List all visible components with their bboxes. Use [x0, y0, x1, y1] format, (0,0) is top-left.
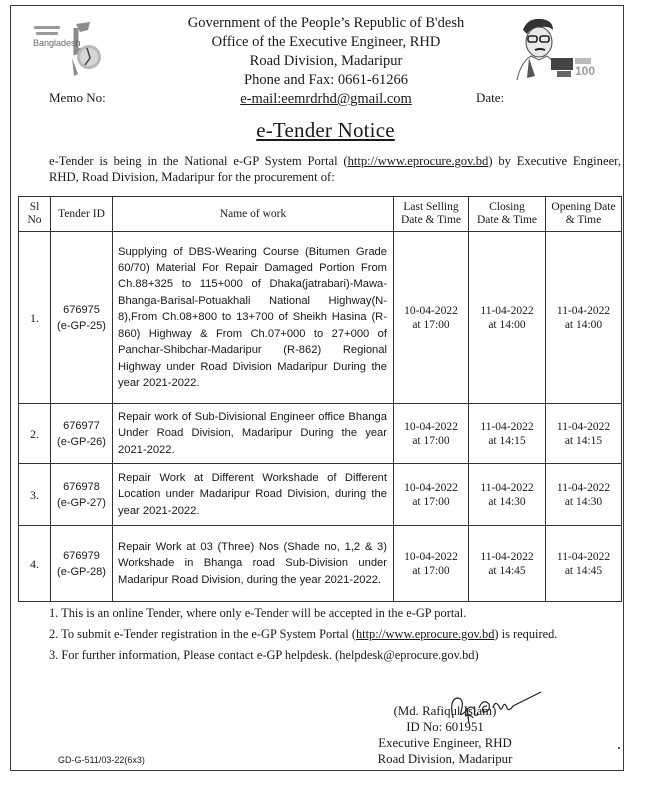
eprocure-link[interactable]: http://www.eprocure.gov.bd — [347, 154, 489, 168]
signatory-office: Road Division, Madaripur — [377, 752, 513, 766]
sl-no: 3. — [19, 464, 51, 526]
work-description: Repair work of Sub-Divisional Engineer office Bhanga Under Road Division, Madaripur During the year 2021-2022. — [113, 404, 394, 464]
footer-code: GD-G-511/03-22(6x3) — [58, 755, 145, 765]
table-header-row — [19, 197, 622, 232]
opening-datetime: 11-04-2022 at 14:30 — [546, 464, 622, 526]
notice-title: e-Tender Notice — [256, 118, 395, 142]
work-description: Repair Work at 03 (Three) Nos (Shade no, 1,2 & 3) Workshade in Bhanga road Sub-Division under Madaripur Road Division, during the year 2021-2022. — [113, 526, 394, 602]
date-label: Date: — [476, 90, 505, 105]
header-closing: Closing Date & Time — [469, 197, 546, 232]
logo-text: Bangladesh — [33, 38, 81, 48]
signatory-block — [370, 703, 520, 767]
notes-list — [49, 603, 557, 666]
tender-table — [18, 196, 622, 602]
note-item: 2. To submit e-Tender registration in the e-GP System Portal (http://www.eprocure.gov.bd) is required. — [49, 627, 558, 641]
government-name: Government of the People’s Republic of B'desh — [187, 15, 465, 31]
signatory-name: (Md. Rafiqul Islam) — [393, 704, 497, 718]
speck-mark — [618, 747, 620, 749]
closing-datetime: 11-04-2022 at 14:15 — [469, 404, 546, 464]
email-link[interactable]: e-mail:eemrdrhd@gmail.com — [240, 91, 412, 107]
tender-id: 676975 (e-GP-25) — [51, 232, 113, 404]
sl-no: 2. — [19, 404, 51, 464]
signatory-designation: Executive Engineer, RHD — [378, 736, 512, 750]
closing-datetime: 11-04-2022 at 14:00 — [469, 232, 546, 404]
division-name: Road Division, Madaripur — [249, 53, 403, 69]
eprocure-link[interactable]: http://www.eprocure.gov.bd — [355, 627, 495, 641]
closing-datetime: 11-04-2022 at 14:30 — [469, 464, 546, 526]
phone-fax: Phone and Fax: 0661-61266 — [244, 72, 408, 88]
opening-datetime: 11-04-2022 at 14:45 — [546, 526, 622, 602]
table-row — [19, 232, 622, 404]
intro-text-start: e-Tender is being in the National e-GP System Portal ( — [49, 154, 348, 168]
last-selling-datetime: 10-04-2022 at 17:00 — [394, 232, 469, 404]
table-row — [19, 464, 622, 526]
bangladesh-50-logo-icon — [32, 18, 106, 80]
tender-id: 676978 (e-GP-27) — [51, 464, 113, 526]
office-name: Office of the Executive Engineer, RHD — [211, 34, 441, 50]
header-name-of-work: Name of work — [113, 197, 394, 232]
letterhead — [130, 14, 522, 109]
tender-id: 676979 (e-GP-28) — [51, 526, 113, 602]
intro-paragraph — [49, 153, 621, 185]
header-last-selling: Last Selling Date & Time — [394, 197, 469, 232]
work-description: Repair Work at Different Workshade of Different Location under Madaripur Road Division, during the year 2021-2022. — [113, 464, 394, 526]
header-tender-id: Tender ID — [51, 197, 113, 232]
opening-datetime: 11-04-2022 at 14:15 — [546, 404, 622, 464]
table-row — [19, 526, 622, 602]
closing-datetime: 11-04-2022 at 14:45 — [469, 526, 546, 602]
memo-label: Memo No: — [49, 90, 106, 105]
note-item: 1. This is an online Tender, where only e-Tender will be accepted in the e-GP portal. — [49, 606, 467, 620]
intro-text-end: ) by Executive Engineer, RHD, Road Division, Madaripur for the procurement of: — [49, 154, 621, 184]
last-selling-datetime: 10-04-2022 at 17:00 — [394, 404, 469, 464]
last-selling-datetime: 10-04-2022 at 17:00 — [394, 526, 469, 602]
header-opening: Opening Date & Time — [546, 197, 622, 232]
sl-no: 4. — [19, 526, 51, 602]
table-row — [19, 404, 622, 464]
tender-id: 676977 (e-GP-26) — [51, 404, 113, 464]
work-description: Supplying of DBS-Wearing Course (Bitumen Grade 60/70) Material For Repair Damaged Portion From Ch.88+325 to 115+000 of Dhaka(jatrabari)-Mawa-Bhanga-Barisal-Potuakhali National Highway(N-8),From Ch.08+800 to 13+700 of Sheikh Hasina (R-860) Highway & From Ch.07+000 to 27+000 of Panchar-Shibchar-Madaripur (R-862) Regional Highway under Road Division Madaripur During the year 2021-2022. — [113, 232, 394, 404]
signatory-id: ID No: 601951 — [406, 720, 484, 734]
note-item: 3. For further information, Please contact e-GP helpdesk. (helpdesk@eprocure.gov.bd) — [49, 648, 479, 662]
last-selling-datetime: 10-04-2022 at 17:00 — [394, 464, 469, 526]
opening-datetime: 11-04-2022 at 14:00 — [546, 232, 622, 404]
sl-no: 1. — [19, 232, 51, 404]
header-sl-no: Sl No — [19, 197, 51, 232]
logo-100-text: 100 — [575, 64, 596, 78]
